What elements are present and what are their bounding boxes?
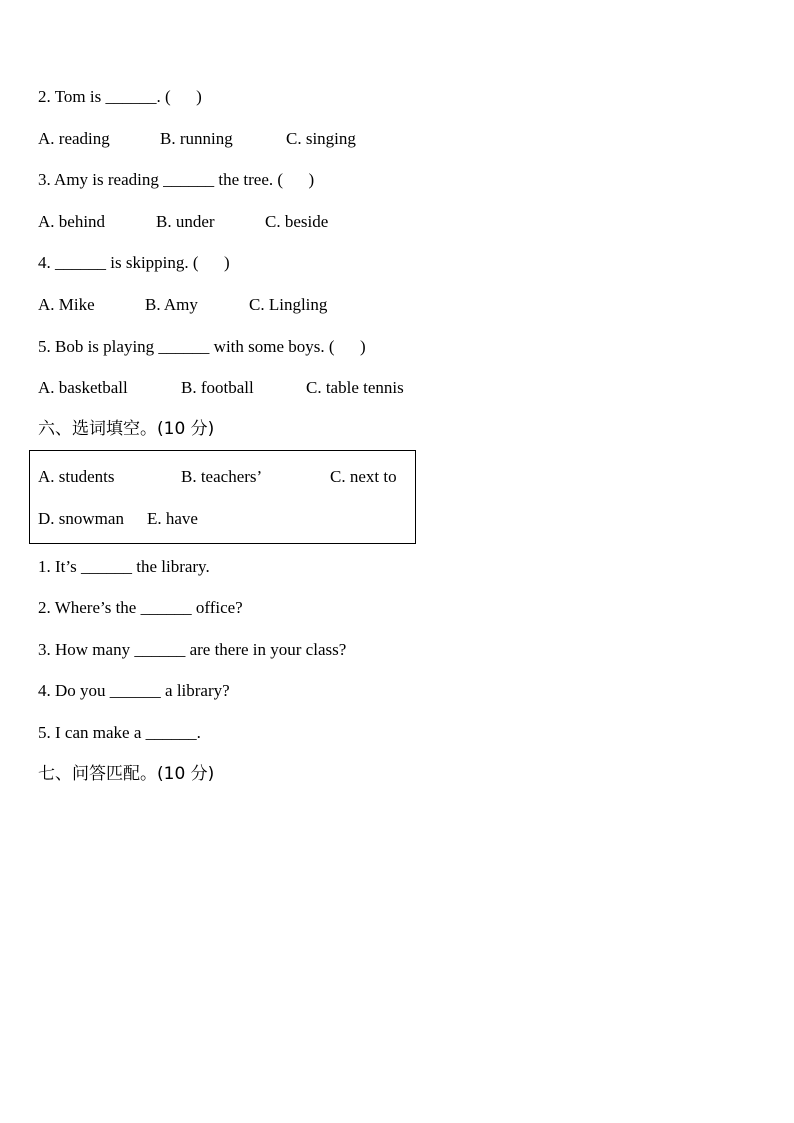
question-4-option-a: A. Mike bbox=[38, 295, 95, 314]
word-bank-box bbox=[29, 450, 416, 544]
word-bank-a: A. students bbox=[38, 467, 115, 486]
section-7-heading: 七、问答匹配。(10 分) bbox=[38, 764, 215, 784]
question-4-option-c: C. Lingling bbox=[249, 295, 328, 314]
question-3-stem: 3. Amy is reading ______ the tree. ( ) bbox=[38, 170, 315, 189]
fill-item-2: 2. Where’s the ______ office? bbox=[38, 598, 243, 617]
question-4-stem: 4. ______ is skipping. ( ) bbox=[38, 253, 230, 272]
question-2-stem: 2. Tom is ______. ( ) bbox=[38, 87, 202, 106]
section-6-heading: 六、选词填空。(10 分) bbox=[38, 419, 215, 439]
fill-item-1: 1. It’s ______ the library. bbox=[38, 557, 210, 576]
question-3-option-c: C. beside bbox=[265, 212, 329, 231]
question-5-option-c: C. table tennis bbox=[306, 378, 404, 397]
question-2-option-c: C. singing bbox=[286, 129, 356, 148]
word-bank-c: C. next to bbox=[330, 467, 397, 486]
question-2-option-a: A. reading bbox=[38, 129, 110, 148]
word-bank-e: E. have bbox=[147, 509, 198, 528]
word-bank-d: D. snowman bbox=[38, 509, 124, 528]
fill-item-5: 5. I can make a ______. bbox=[38, 723, 201, 742]
question-3-option-b: B. under bbox=[156, 212, 215, 231]
question-5-stem: 5. Bob is playing ______ with some boys. ( ) bbox=[38, 337, 366, 356]
question-5-option-b: B. football bbox=[181, 378, 254, 397]
question-5-option-a: A. basketball bbox=[38, 378, 128, 397]
fill-item-4: 4. Do you ______ a library? bbox=[38, 681, 230, 700]
word-bank-b: B. teachers’ bbox=[181, 467, 263, 486]
question-2-option-b: B. running bbox=[160, 129, 233, 148]
fill-item-3: 3. How many ______ are there in your class? bbox=[38, 640, 347, 659]
question-3-option-a: A. behind bbox=[38, 212, 106, 231]
question-4-option-b: B. Amy bbox=[145, 295, 198, 314]
